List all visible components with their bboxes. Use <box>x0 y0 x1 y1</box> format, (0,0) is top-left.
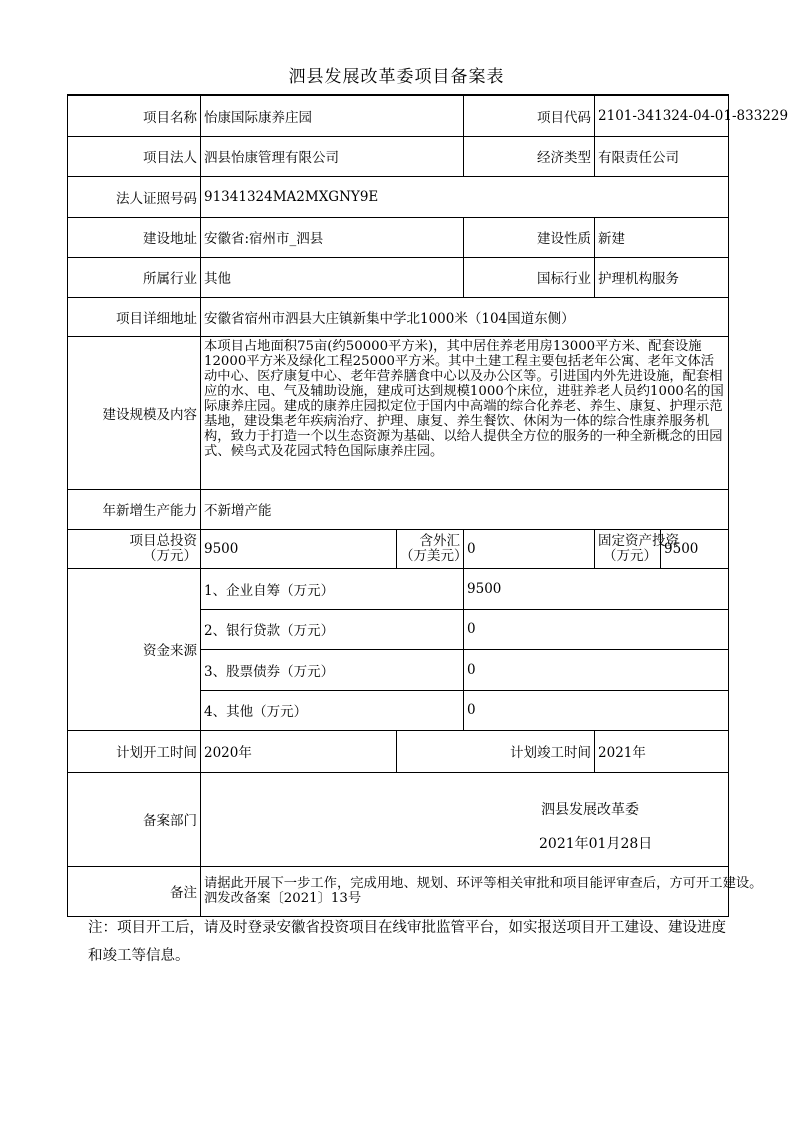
label-fixed-investment-line2: （万元） <box>603 547 658 564</box>
label-start: 计划开工时间 <box>68 730 201 772</box>
label-scale: 建设规模及内容 <box>68 336 201 489</box>
label-project-code: 项目代码 <box>464 95 595 136</box>
value-nature: 新建 <box>595 217 729 257</box>
row-industry <box>68 257 729 297</box>
row-investment <box>68 529 729 568</box>
value-foreign-exchange: 0 <box>464 529 595 568</box>
row-schedule <box>68 730 729 772</box>
funding-item-label: 2、银行贷款（万元） <box>201 609 464 649</box>
value-legal-person: 泗县怡康管理有限公司 <box>201 136 464 176</box>
label-total-investment <box>68 529 201 568</box>
label-industry: 所属行业 <box>68 257 201 297</box>
label-project-name: 项目名称 <box>68 95 201 136</box>
dept-org: 泗县发展改革委 <box>541 801 639 818</box>
value-econ-type: 有限责任公司 <box>595 136 729 176</box>
label-fixed-investment <box>595 529 680 568</box>
value-industry: 其他 <box>201 257 464 297</box>
funding-item-label: 1、企业自筹（万元） <box>201 568 464 609</box>
value-site: 安徽省:宿州市_泗县 <box>201 217 464 257</box>
value-fixed-investment: 9500 <box>661 529 729 568</box>
funding-item-value: 0 <box>464 690 729 730</box>
row-remark <box>68 866 729 916</box>
label-finish: 计划竣工时间 <box>397 730 595 772</box>
label-address: 项目详细地址 <box>68 297 201 336</box>
row-funding-1 <box>68 568 729 609</box>
row-dept <box>68 772 729 866</box>
filing-table <box>67 94 789 917</box>
value-gb-industry: 护理机构服务 <box>595 257 729 297</box>
value-capacity: 不新增产能 <box>201 489 729 529</box>
remark-number: 泗发改备案〔2021〕13号 <box>204 891 362 906</box>
dept-cell <box>201 772 729 866</box>
value-remark <box>201 866 763 916</box>
row-project-name <box>68 95 729 136</box>
remark-text: 请据此开展下一步工作，完成用地、规划、环评等相关审批和项目能评审查后，方可开工建设。 <box>204 876 763 891</box>
label-total-investment-line1: 项目总投资 <box>129 532 197 549</box>
label-fixed-investment-line1: 固定资产投资 <box>598 532 680 549</box>
label-cert-no: 法人证照号码 <box>68 176 201 217</box>
value-finish: 2021年 <box>595 730 729 772</box>
label-foreign-exchange-line1: 含外汇 <box>419 532 461 549</box>
row-scale <box>68 336 729 489</box>
document-title: 泗县发展改革委项目备案表 <box>288 67 505 87</box>
label-funding: 资金来源 <box>68 568 201 730</box>
funding-item-value: 0 <box>464 649 729 690</box>
label-total-investment-line2: （万元） <box>143 547 197 564</box>
row-cert-no <box>68 176 729 217</box>
value-address: 安徽省宿州市泗县大庄镇新集中学北1000米（104国道东侧） <box>201 297 729 336</box>
value-scale: 本项目占地面积75亩(约50000平方米)，其中居住养老用房13000平方米、配套设施12000平方米及绿化工程25000平方米。其中土建工程主要包括老年公寓、老年文体活动中心、医疗康复中心、老年营养膳食中心以及办公区等。引进国内外先进设施，配套相应的水、电、气及辅助设施，建成可达到规模1000个床位，进驻养老人员约1000名的国际康养庄园。建成的康养庄园拟定位于国内中高端的综合化养老、养生、康复、护理示范基地，建设集老年疾病治疗、护理、康复、养生餐饮、休闲为一体的综合性康养服务机构，致力于打造一个以生态资源为基础、以给人提供全方位的服务的一种全新概念的田园式、候鸟式及花园式特色国际康养庄园。 <box>201 336 729 489</box>
funding-item-label: 3、股票债券（万元） <box>201 649 464 690</box>
label-site: 建设地址 <box>68 217 201 257</box>
value-total-investment: 9500 <box>201 529 397 568</box>
label-legal-person: 项目法人 <box>68 136 201 176</box>
label-nature: 建设性质 <box>464 217 595 257</box>
label-dept: 备案部门 <box>68 772 201 866</box>
value-start: 2020年 <box>201 730 397 772</box>
dept-date: 2021年01月28日 <box>539 835 653 852</box>
row-capacity <box>68 489 729 529</box>
value-project-code: 2101-341324-04-01-833229 <box>595 95 729 136</box>
label-remark: 备注 <box>68 866 201 916</box>
label-econ-type: 经济类型 <box>464 136 595 176</box>
funding-item-label: 4、其他（万元） <box>201 690 464 730</box>
label-foreign-exchange <box>397 529 468 568</box>
label-capacity: 年新增生产能力 <box>68 489 201 529</box>
row-legal-person <box>68 136 729 176</box>
footnote: 注：项目开工后，请及时登录安徽省投资项目在线审批监管平台，如实报送项目开工建设、建设进度和竣工等信息。 <box>88 920 726 964</box>
label-gb-industry: 国标行业 <box>464 257 595 297</box>
row-address <box>68 297 729 336</box>
value-cert-no: 91341324MA2MXGNY9E <box>201 176 729 217</box>
value-project-name: 怡康国际康养庄园 <box>201 95 464 136</box>
funding-item-value: 9500 <box>464 568 729 609</box>
funding-item-value: 0 <box>464 609 729 649</box>
label-foreign-exchange-line2: （万美元） <box>400 547 468 564</box>
row-site <box>68 217 729 257</box>
